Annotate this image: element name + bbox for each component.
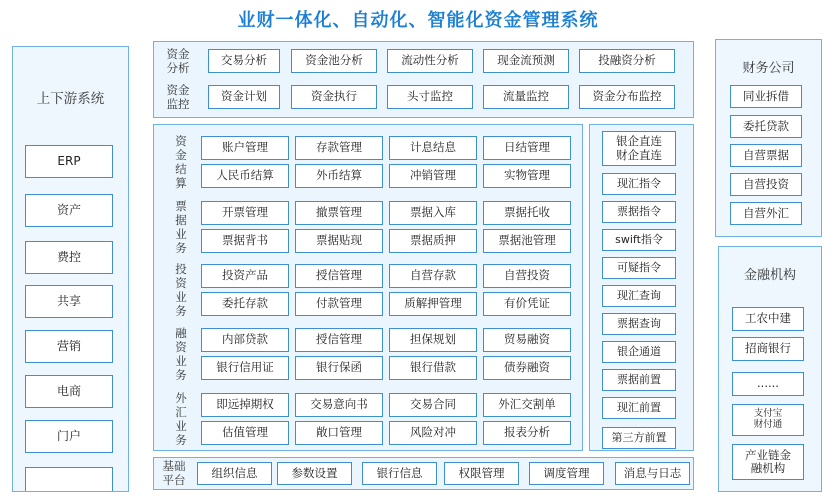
group-item-1-0[interactable]: 开票管理 xyxy=(201,201,289,225)
base-item-5[interactable]: 消息与日志 xyxy=(615,462,690,485)
group-item-1-7[interactable]: 票据池管理 xyxy=(483,229,571,253)
group-item-3-0[interactable]: 内部贷款 xyxy=(201,328,289,352)
finance-company-item-4[interactable]: 自营外汇 xyxy=(730,202,802,225)
group-item-2-6[interactable]: 质解押管理 xyxy=(389,292,477,316)
upstream-system-0[interactable]: ERP xyxy=(25,145,113,178)
finance-company-item-1[interactable]: 委托贷款 xyxy=(730,115,802,138)
institutions-title: 金融机构 xyxy=(743,268,796,283)
group-item-4-3[interactable]: 外汇交割单 xyxy=(483,393,571,417)
top-item-1-3[interactable]: 流量监控 xyxy=(483,85,569,109)
command-panel xyxy=(589,124,694,451)
command-item-1[interactable]: 票据指令 xyxy=(602,201,676,223)
command-item-0[interactable]: 现汇指令 xyxy=(602,173,676,195)
upstream-panel xyxy=(12,46,129,492)
group-item-2-5[interactable]: 付款管理 xyxy=(295,292,383,316)
group-item-3-2[interactable]: 担保规划 xyxy=(389,328,477,352)
group-item-3-1[interactable]: 授信管理 xyxy=(295,328,383,352)
base-platform-panel xyxy=(153,457,694,490)
group-item-4-1[interactable]: 交易意向书 xyxy=(295,393,383,417)
group-item-4-6[interactable]: 风险对冲 xyxy=(389,421,477,445)
base-item-0[interactable]: 组织信息 xyxy=(197,462,272,485)
group-item-1-3[interactable]: 票据托收 xyxy=(483,201,571,225)
upstream-title: 上下游系统 xyxy=(36,91,105,107)
group-item-1-2[interactable]: 票据入库 xyxy=(389,201,477,225)
institution-item-4[interactable]: 产业链金 融机构 xyxy=(732,444,804,480)
group-item-3-4[interactable]: 银行信用证 xyxy=(201,356,289,380)
group-item-3-3[interactable]: 贸易融资 xyxy=(483,328,571,352)
group-label-1: 票据业务 xyxy=(175,199,187,255)
group-item-4-5[interactable]: 敞口管理 xyxy=(295,421,383,445)
top-item-1-4[interactable]: 资金分布监控 xyxy=(579,85,675,109)
group-item-2-7[interactable]: 有价凭证 xyxy=(483,292,571,316)
group-item-0-4[interactable]: 人民币结算 xyxy=(201,164,289,188)
finance-company-item-0[interactable]: 同业拆借 xyxy=(730,85,802,108)
upstream-system-3[interactable]: 共享 xyxy=(25,285,113,318)
group-item-0-6[interactable]: 冲销管理 xyxy=(389,164,477,188)
group-item-4-2[interactable]: 交易合同 xyxy=(389,393,477,417)
group-item-0-3[interactable]: 日结管理 xyxy=(483,136,571,160)
top-row-label-1: 资金 监控 xyxy=(166,83,190,111)
upstream-system-extra xyxy=(25,467,113,491)
group-item-1-6[interactable]: 票据质押 xyxy=(389,229,477,253)
upstream-system-2[interactable]: 费控 xyxy=(25,241,113,274)
command-item-2[interactable]: swift指令 xyxy=(602,229,676,251)
finance-company-title: 财务公司 xyxy=(742,61,795,76)
top-row-label-0: 资金 分析 xyxy=(166,47,190,75)
upstream-system-5[interactable]: 电商 xyxy=(25,375,113,408)
group-item-4-4[interactable]: 估值管理 xyxy=(201,421,289,445)
group-label-0: 资金结算 xyxy=(175,134,187,190)
group-label-2: 投资业务 xyxy=(175,262,187,318)
base-item-2[interactable]: 银行信息 xyxy=(362,462,437,485)
institutions-panel xyxy=(718,246,822,492)
base-item-1[interactable]: 参数设置 xyxy=(277,462,352,485)
group-item-1-4[interactable]: 票据背书 xyxy=(201,229,289,253)
institution-item-3[interactable]: 支付宝 财付通 xyxy=(732,404,804,436)
top-item-0-2[interactable]: 流动性分析 xyxy=(387,49,473,73)
command-item-9[interactable]: 第三方前置 xyxy=(602,427,676,449)
top-item-0-1[interactable]: 资金池分析 xyxy=(291,49,377,73)
group-item-0-1[interactable]: 存款管理 xyxy=(295,136,383,160)
page-title: 业财一体化、自动化、智能化资金管理系统 xyxy=(237,10,599,31)
group-item-1-5[interactable]: 票据贴现 xyxy=(295,229,383,253)
top-item-1-1[interactable]: 资金执行 xyxy=(291,85,377,109)
group-item-0-7[interactable]: 实物管理 xyxy=(483,164,571,188)
upstream-system-1[interactable]: 资产 xyxy=(25,194,113,227)
group-item-3-5[interactable]: 银行保函 xyxy=(295,356,383,380)
group-item-4-7[interactable]: 报表分析 xyxy=(483,421,571,445)
command-item-4[interactable]: 现汇查询 xyxy=(602,285,676,307)
group-item-2-2[interactable]: 自营存款 xyxy=(389,264,477,288)
group-item-2-1[interactable]: 授信管理 xyxy=(295,264,383,288)
command-item-3[interactable]: 可疑指令 xyxy=(602,257,676,279)
group-item-4-0[interactable]: 即远掉期权 xyxy=(201,393,289,417)
group-item-2-0[interactable]: 投资产品 xyxy=(201,264,289,288)
group-item-0-2[interactable]: 计息结息 xyxy=(389,136,477,160)
institution-item-1[interactable]: 招商银行 xyxy=(732,337,804,361)
upstream-system-4[interactable]: 营销 xyxy=(25,330,113,363)
top-item-0-0[interactable]: 交易分析 xyxy=(208,49,280,73)
group-label-4: 外汇业务 xyxy=(175,391,187,447)
group-label-3: 融资业务 xyxy=(175,326,187,382)
finance-company-item-2[interactable]: 自营票据 xyxy=(730,144,802,167)
top-item-1-2[interactable]: 头寸监控 xyxy=(387,85,473,109)
base-item-3[interactable]: 权限管理 xyxy=(444,462,519,485)
group-item-2-3[interactable]: 自营投资 xyxy=(483,264,571,288)
group-item-0-0[interactable]: 账户管理 xyxy=(201,136,289,160)
institution-item-0[interactable]: 工农中建 xyxy=(732,307,804,331)
top-item-1-0[interactable]: 资金计划 xyxy=(208,85,280,109)
institution-item-2[interactable]: ...... xyxy=(732,372,804,396)
command-item-7[interactable]: 票据前置 xyxy=(602,369,676,391)
analysis-panel xyxy=(153,41,694,118)
command-item-6[interactable]: 银企通道 xyxy=(602,341,676,363)
finance-company-panel xyxy=(715,39,822,237)
group-item-2-4[interactable]: 委托存款 xyxy=(201,292,289,316)
business-panel xyxy=(153,124,583,451)
base-label: 基础 平台 xyxy=(162,459,186,487)
command-item-8[interactable]: 现汇前置 xyxy=(602,397,676,419)
group-item-0-5[interactable]: 外币结算 xyxy=(295,164,383,188)
finance-company-item-3[interactable]: 自营投资 xyxy=(730,173,802,196)
group-item-3-7[interactable]: 债券融资 xyxy=(483,356,571,380)
top-item-0-3[interactable]: 现金流预测 xyxy=(483,49,569,73)
upstream-system-6[interactable]: 门户 xyxy=(25,420,113,453)
command-direct-connect[interactable]: 银企直连 财企直连 xyxy=(602,131,676,166)
base-item-4[interactable]: 调度管理 xyxy=(529,462,604,485)
group-item-3-6[interactable]: 银行借款 xyxy=(389,356,477,380)
group-item-1-1[interactable]: 撤票管理 xyxy=(295,201,383,225)
command-item-5[interactable]: 票据查询 xyxy=(602,313,676,335)
top-item-0-4[interactable]: 投融资分析 xyxy=(579,49,675,73)
